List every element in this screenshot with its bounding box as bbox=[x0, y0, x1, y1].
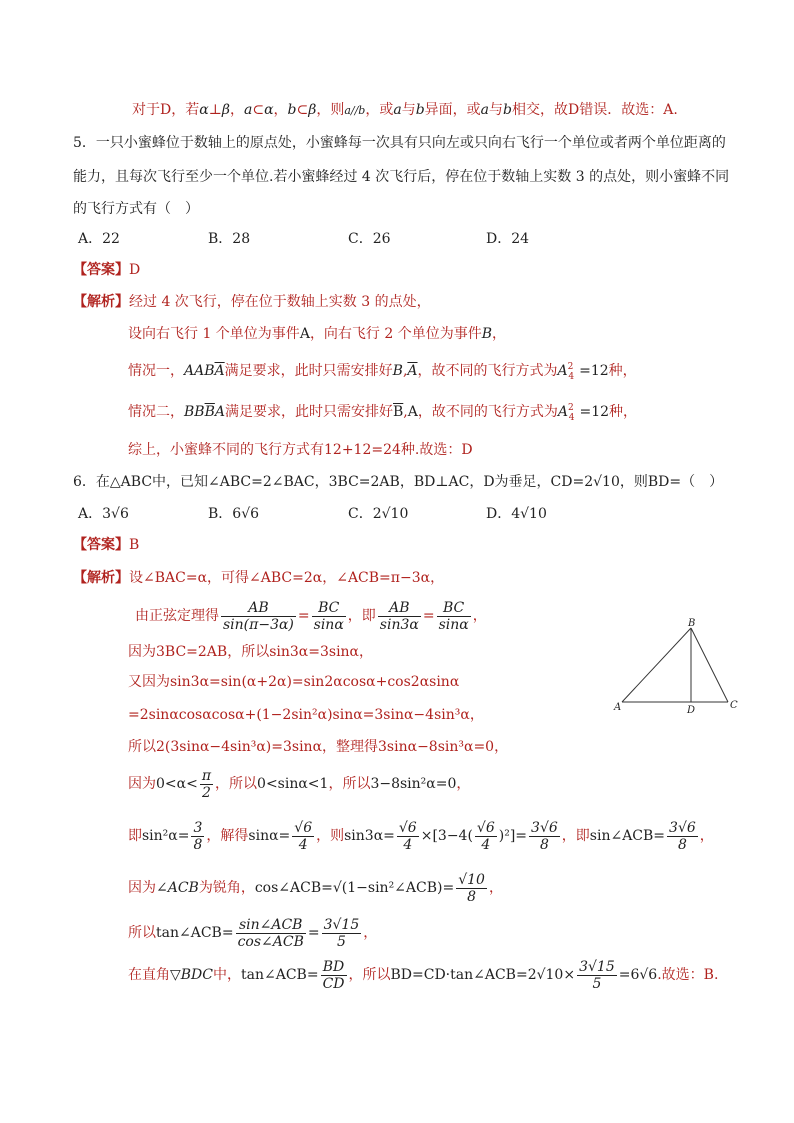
label-a: A bbox=[614, 702, 622, 713]
q6-analysis-line-1 bbox=[73, 568, 444, 588]
q5-option-b: B．28 bbox=[208, 231, 251, 247]
label-d: D bbox=[687, 705, 696, 716]
q5-stem-line-2: 能力，且每次飞行至少一个单位.若小蜜蜂经过 4 次飞行后，停在位于数轴上实数 3 的点处，则小蜜蜂不同 bbox=[73, 169, 730, 185]
q6-option-b: B．6√6 bbox=[208, 506, 260, 522]
answer-value: B bbox=[129, 537, 140, 553]
prev-conclusion: 对于D，若α⊥β，a⊂α，b⊂β，则a//b，或a与b异面，或a与b相交，故D错误．故选：A. bbox=[132, 102, 678, 118]
q5-analysis-line-5: 综上，小蜜蜂不同的飞行方式有12+12=24种.故选：D bbox=[128, 442, 473, 458]
q6-option-a: A．3√6 bbox=[78, 506, 129, 522]
q6-option-c: C．2√10 bbox=[348, 506, 409, 522]
q5-analysis-line-3: 情况一，$AAB\overline{A}$满足要求，此时只需安排好$B,\overline{A}$，故不同的飞行方式为A24 =12种， bbox=[128, 362, 637, 382]
analysis-text: 经过 4 次飞行，停在位于数轴上实数 3 的点处， bbox=[129, 294, 431, 310]
q5-option-d: D．24 bbox=[486, 231, 530, 247]
q6-analysis-line-7: 因为0<α< $\frac{\pi}{2}$ ，所以0<sinα<1，所以3−8sin²α=0， bbox=[128, 767, 471, 801]
q6-analysis-line-5: =2sinαcosαcosα+(1−2sin²α)sinα=3sinα−4sin³α， bbox=[128, 707, 484, 723]
q5-option-c: C．26 bbox=[348, 231, 391, 247]
q5-analysis-line-1 bbox=[73, 292, 431, 312]
answer-label: 【答案】 bbox=[73, 262, 129, 278]
label-c: C bbox=[730, 700, 738, 711]
q6-analysis-line-3: 因为3BC=2AB，所以sin3α=3sinα， bbox=[128, 644, 374, 660]
q6-analysis-line-11: 在直角▽BDC中，tan∠ACB= $\frac{BD}{CD}$ ，所以BD=CD·tan∠ACB=2√10× $\frac{3√15}{5}$ =6√6.故选：B. bbox=[128, 958, 719, 992]
q5-answer bbox=[73, 260, 140, 280]
analysis-label: 【解析】 bbox=[73, 570, 129, 586]
q6-analysis-line-8: 即sin²α= $\frac{3}{8}$ ，解得sinα= $\frac{√6}{4}$ ，则sin3α= $\frac{√6}{4}$ ×[3−4( $\frac{√6}{4}$ )²]= $\frac{3√6}{8}$ ，即sin∠ACB= $\frac{3√6}{8}$ ， bbox=[128, 819, 714, 853]
q5-analysis-line-2: 设向右飞行 1 个单位为事件A，向右飞行 2 个单位为事件B， bbox=[128, 326, 507, 342]
analysis-label: 【解析】 bbox=[73, 294, 129, 310]
q5-stem-line-3: 的飞行方式有（ ） bbox=[73, 201, 199, 217]
q6-stem: 6．在△ABC中，已知∠ABC=2∠BAC，3BC=2AB，BD⊥AC，D为垂足，CD=2√10，则BD=（ ） bbox=[73, 474, 724, 490]
q6-analysis-line-6: 所以2(3sinα−4sin³α)=3sinα，整理得3sinα−8sin³α=0， bbox=[128, 739, 509, 755]
side-ab bbox=[622, 628, 691, 702]
q6-option-d: D．4√10 bbox=[486, 506, 547, 522]
label-b: B bbox=[688, 618, 696, 629]
answer-label: 【答案】 bbox=[73, 537, 129, 553]
q6-answer bbox=[73, 535, 139, 555]
q5-stem-line-1: 5．一只小蜜蜂位于数轴上的原点处，小蜜蜂每一次具有只向左或只向右飞行一个单位或者两个单位距离的 bbox=[73, 135, 726, 151]
side-bc bbox=[691, 628, 728, 702]
triangle-figure bbox=[612, 616, 742, 716]
answer-value: D bbox=[129, 262, 141, 278]
q6-analysis-line-2: 由正弦定理得 $\frac{AB}{\sin(\pi-3\alpha)}$ = $\frac{BC}{\sin\alpha}$ ，即 $\frac{AB}{\sin 3\alpha}$ = $\frac{BC}{\sin\alpha}$ ， bbox=[135, 599, 487, 633]
q6-analysis-line-10: 所以tan∠ACB= $\frac{\text{sin∠ACB}}{\text{cos∠ACB}}$ = $\frac{3√15}{5}$ ， bbox=[128, 916, 378, 950]
q5-option-a: A．22 bbox=[78, 231, 120, 247]
q6-analysis-line-9: 因为∠ACB为锐角，cos∠ACB=√(1−sin²∠ACB)= $\frac{√10}{8}$ ， bbox=[128, 871, 503, 905]
analysis-text: 设∠BAC=α，可得∠ABC=2α，∠ACB=π−3α， bbox=[129, 570, 445, 586]
q6-analysis-line-4: 又因为sin3α=sin(α+2α)=sin2αcosα+cos2αsinα bbox=[128, 674, 460, 690]
q5-analysis-line-4: 情况二，$BB\overline{B}A$满足要求，此时只需安排好$\overline{B},A$，故不同的飞行方式为A24 =12种， bbox=[128, 403, 638, 423]
